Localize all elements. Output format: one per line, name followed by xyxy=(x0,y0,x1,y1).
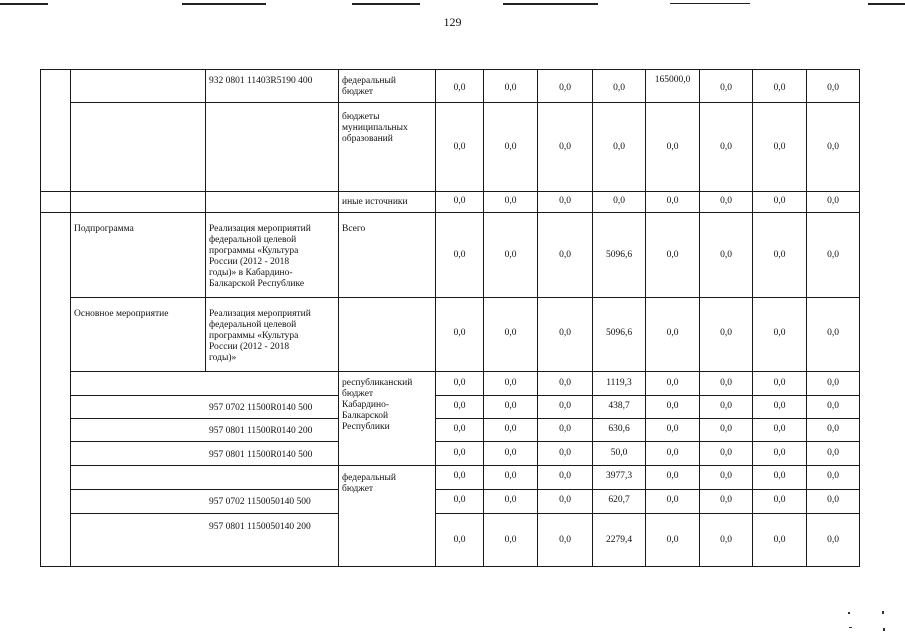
funding-source-federal: федеральный бюджет xyxy=(342,473,396,494)
value-cell: 0,0 xyxy=(613,142,625,152)
row-divider xyxy=(70,395,338,396)
item-type: Основное мероприятие xyxy=(74,309,169,319)
value-cell: 0,0 xyxy=(720,378,732,388)
value-cell: 0,0 xyxy=(827,471,839,481)
value-cell: 0,0 xyxy=(773,328,786,338)
value-cell: 0,0 xyxy=(720,448,732,458)
value-cell: 0,0 xyxy=(613,83,625,93)
value-cell: 0,0 xyxy=(666,448,679,458)
value-cell: 0,0 xyxy=(720,83,732,93)
value-cell: 0,0 xyxy=(827,424,839,434)
value-cell: 0,0 xyxy=(504,495,517,505)
page-number: 129 xyxy=(443,15,462,29)
value-cell: 0,0 xyxy=(666,471,679,481)
value-cell: 0,0 xyxy=(666,424,679,434)
value-cell: 0,0 xyxy=(559,378,571,388)
row-divider xyxy=(40,212,860,213)
value-cell: 0,0 xyxy=(773,424,786,434)
budget-code: 932 0801 11403R5190 400 xyxy=(209,76,313,86)
value-cell: 0,0 xyxy=(453,378,466,388)
value-cell: 0,0 xyxy=(453,401,466,411)
value-cell: 0,0 xyxy=(504,401,517,411)
value-cell: 0,0 xyxy=(504,448,517,458)
row-divider xyxy=(435,418,860,419)
value-cell: 0,0 xyxy=(827,495,839,505)
value-cell: 0,0 xyxy=(504,471,517,481)
budget-code: 957 0801 11500R0140 500 xyxy=(209,450,313,460)
value-cell: 0,0 xyxy=(720,142,732,152)
scan-speck xyxy=(848,612,850,614)
row-divider xyxy=(70,418,338,419)
value-cell: 0,0 xyxy=(666,142,679,152)
scan-speck xyxy=(883,628,885,631)
item-name: Реализация мероприятий федеральной целевой программы «Культура России (2012 - 2018 годы)» в Кабардино- Балкарской Республике xyxy=(209,224,311,289)
value-cell: 0,0 xyxy=(559,535,571,545)
row-divider xyxy=(435,513,860,514)
item-name: Реализация мероприятий федеральной целевой программы «Культура России (2012 - 2018 годы)» xyxy=(209,309,311,363)
value-cell: 0,0 xyxy=(504,142,517,152)
funding-source: бюджеты муниципальных образований xyxy=(342,112,408,144)
value-cell: 0,0 xyxy=(613,196,625,206)
value-cell: 0,0 xyxy=(773,250,786,260)
value-cell: 0,0 xyxy=(827,250,839,260)
value-cell: 2279,4 xyxy=(605,535,633,545)
funding-source-republic: республиканский бюджет Кабардино- Балкарской Республики xyxy=(342,378,413,432)
value-cell: 0,0 xyxy=(453,328,466,338)
value-cell: 0,0 xyxy=(504,378,517,388)
value-cell: 0,0 xyxy=(666,378,679,388)
value-cell: 0,0 xyxy=(559,83,571,93)
value-cell: 165000,0 xyxy=(654,75,691,85)
value-cell: 0,0 xyxy=(504,328,517,338)
value-cell: 0,0 xyxy=(720,401,732,411)
value-cell: 5096,6 xyxy=(605,250,633,260)
value-cell: 0,0 xyxy=(666,495,679,505)
item-type: Подпрограмма xyxy=(74,224,134,234)
value-cell: 0,0 xyxy=(504,83,517,93)
value-cell: 0,0 xyxy=(453,142,466,152)
value-cell: 0,0 xyxy=(827,83,839,93)
row-divider xyxy=(435,489,860,490)
value-cell: 0,0 xyxy=(773,378,786,388)
col-divider xyxy=(338,69,339,371)
scan-speck xyxy=(882,611,884,614)
row-divider xyxy=(70,513,338,514)
col-divider xyxy=(338,371,339,567)
value-cell: 630,6 xyxy=(608,424,630,434)
value-cell: 0,0 xyxy=(773,142,786,152)
value-cell: 3977,3 xyxy=(605,471,633,481)
value-cell: 438,7 xyxy=(608,401,630,411)
value-cell: 0,0 xyxy=(827,378,839,388)
value-cell: 0,0 xyxy=(559,196,571,206)
budget-code: 957 0702 1150050140 500 xyxy=(209,497,311,507)
value-cell: 0,0 xyxy=(453,83,466,93)
value-cell: 0,0 xyxy=(504,196,517,206)
value-cell: 1119,3 xyxy=(606,378,632,388)
value-cell: 50,0 xyxy=(610,448,628,458)
table-border-bottom xyxy=(40,566,860,567)
budget-code: 957 0801 11500R0140 200 xyxy=(209,426,313,436)
col-divider xyxy=(70,69,71,567)
value-cell: 0,0 xyxy=(453,471,466,481)
value-cell: 0,0 xyxy=(559,142,571,152)
budget-code: 957 0702 11500R0140 500 xyxy=(209,403,313,413)
row-divider xyxy=(435,395,860,396)
value-cell: 0,0 xyxy=(559,448,571,458)
table-border-right xyxy=(859,69,860,567)
value-cell: 0,0 xyxy=(666,401,679,411)
row-divider xyxy=(70,465,860,466)
value-cell: 0,0 xyxy=(827,401,839,411)
value-cell: 0,0 xyxy=(666,250,679,260)
value-cell: 0,0 xyxy=(559,328,571,338)
value-cell: 5096,6 xyxy=(605,328,633,338)
value-cell: 0,0 xyxy=(720,535,732,545)
value-cell: 0,0 xyxy=(666,196,679,206)
value-cell: 0,0 xyxy=(720,196,732,206)
value-cell: 0,0 xyxy=(773,535,786,545)
value-cell: 0,0 xyxy=(559,424,571,434)
value-cell: 0,0 xyxy=(720,250,732,260)
row-divider xyxy=(70,297,860,298)
table-border-top xyxy=(40,69,860,70)
value-cell: 0,0 xyxy=(720,424,732,434)
value-cell: 0,0 xyxy=(453,495,466,505)
value-cell: 0,0 xyxy=(453,535,466,545)
value-cell: 0,0 xyxy=(827,196,839,206)
value-cell: 0,0 xyxy=(773,401,786,411)
value-cell: 0,0 xyxy=(559,495,571,505)
value-cell: 0,0 xyxy=(773,448,786,458)
value-cell: 0,0 xyxy=(504,250,517,260)
value-cell: 0,0 xyxy=(559,471,571,481)
row-divider xyxy=(70,102,860,103)
value-cell: 0,0 xyxy=(827,448,839,458)
value-cell: 0,0 xyxy=(453,196,466,206)
value-cell: 0,0 xyxy=(773,471,786,481)
scan-speck xyxy=(849,627,852,628)
value-cell: 0,0 xyxy=(720,328,732,338)
funding-source: иные источники xyxy=(342,197,408,207)
table-border-left xyxy=(40,69,41,567)
value-cell: 0,0 xyxy=(827,535,839,545)
value-cell: 0,0 xyxy=(453,448,466,458)
row-divider xyxy=(40,191,860,192)
value-cell: 0,0 xyxy=(720,471,732,481)
value-cell: 0,0 xyxy=(559,401,571,411)
value-cell: 0,0 xyxy=(720,495,732,505)
value-cell: 0,0 xyxy=(827,328,839,338)
row-divider xyxy=(435,441,860,442)
col-divider xyxy=(205,69,206,371)
funding-source: Всего xyxy=(342,224,366,234)
value-cell: 0,0 xyxy=(559,250,571,260)
budget-code: 957 0801 1150050140 200 xyxy=(209,522,311,532)
value-cell: 0,0 xyxy=(504,535,517,545)
value-cell: 0,0 xyxy=(666,535,679,545)
row-divider xyxy=(70,441,338,442)
row-divider xyxy=(70,371,860,372)
row-divider xyxy=(70,489,338,490)
value-cell: 0,0 xyxy=(504,424,517,434)
value-cell: 0,0 xyxy=(453,250,466,260)
value-cell: 0,0 xyxy=(453,424,466,434)
funding-source: федеральный бюджет xyxy=(342,76,396,97)
value-cell: 0,0 xyxy=(773,83,786,93)
value-cell: 620,7 xyxy=(608,495,630,505)
value-cell: 0,0 xyxy=(827,142,839,152)
value-cell: 0,0 xyxy=(773,196,786,206)
value-cell: 0,0 xyxy=(773,495,786,505)
value-cell: 0,0 xyxy=(666,328,679,338)
